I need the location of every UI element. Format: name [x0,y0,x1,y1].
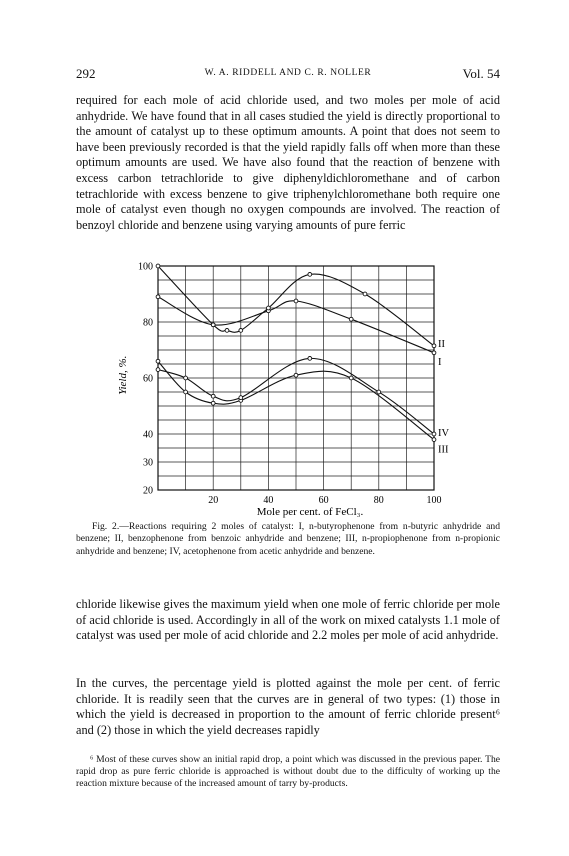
y-tick-label: 60 [143,373,153,385]
x-tick-label: 60 [318,495,329,506]
yield-chart [76,262,500,518]
data-point [267,306,271,310]
y-tick-label: 100 [138,262,153,273]
y-tick-labels [138,262,153,497]
data-point [349,317,353,321]
data-point [377,390,381,394]
data-point [225,329,229,333]
y-tick-label: 80 [143,317,153,329]
figure-2 [76,262,500,518]
body-paragraph-3: In the curves, the percentage yield is plotted against the mole per cent. of ferric chloride. It is readily seen that the curves are in general of two types: (1) those in which the yield is decreased in proportion to the amount of ferric chloride present⁶ and (2) those in which the yield decreases rapidly [76,676,500,737]
data-point [184,390,188,394]
series-labels [438,339,449,456]
data-point [363,292,367,296]
y-tick-label: 20 [143,485,153,497]
x-axis-label: Mole per cent. of FeCl₃. [256,506,364,518]
running-authors: W. A. RIDDELL AND C. R. NOLLER [204,68,372,78]
data-point [294,373,298,377]
page-number: 292 [76,66,96,81]
series-label-i: I [438,356,442,368]
data-point [156,295,160,299]
body-paragraph-2: chloride likewise gives the maximum yield when one mole of ferric chloride per mole of acid chloride is used. Accordingly in all of the work on mixed catalysts 1.1 mole of catalyst was used per mole of acid chloride and 2.2 moles per mole of acid anhydride. [76,597,500,643]
data-point [239,329,243,333]
footnote-6: ⁶ Most of these curves show an initial rapid drop, a point which was discussed in the previous paper. The rapid drop as pure ferric chloride is approached is without doubt due to the difficulty of working up the reaction mixture because of the increased amount of tarry by-products. [76,754,500,790]
series-label-iv: IV [438,428,450,439]
data-point [239,396,243,400]
data-point [211,401,215,405]
x-tick-label: 80 [373,495,384,506]
data-point [308,273,312,277]
x-tick-label: 20 [208,495,219,506]
data-point [294,299,298,303]
data-point [211,394,215,398]
running-header [76,66,500,84]
data-point [156,359,160,363]
data-point [308,357,312,361]
x-tick-label: 40 [263,495,274,506]
data-point [211,323,215,327]
data-point [432,344,436,348]
y-axis-label: Yield, %. [117,355,129,395]
data-point [432,432,436,436]
series-label-ii: II [438,338,445,350]
x-tick-labels [208,495,441,506]
data-point [156,368,160,372]
x-tick-label: 100 [426,495,442,506]
data-point [184,376,188,380]
volume-number: Vol. 54 [462,66,500,81]
data-point [156,264,160,268]
data-point [432,438,436,442]
data-point [432,351,436,355]
series-label-iii: III [438,444,449,456]
data-point [349,376,353,380]
body-paragraph-1: required for each mole of acid chloride used, and two moles per mole of acid anhydride. We have found that in all cases studied the yield is directly proportional to the amount of catalyst up to these optimum amounts. A point that does not seem to have been previously recorded is that the yield rapidly falls off when more than these optimum amounts are used. We have also found that the reaction of benzene with excess carbon tetrachloride to give diphenyldichloromethane and of carbon tetrachloride with excess benzene to give triphenylchloromethane both require one mole of catalyst even though no oxygen compounds are involved. The reaction of benzoyl chloride and benzene using varying amounts of pure ferric [76,93,500,232]
y-tick-label: 30 [143,457,153,469]
figure-caption: Fig. 2.—Reactions requiring 2 moles of catalyst: I, n-butyrophenone from n-butyric anhydride and benzene; II, benzophenone from benzoic anhydride and benzene; III, n-propiophenone from n-propionic anhydride and benzene; IV, acetophenone from acetic anhydride and benzene. [76,521,500,557]
y-tick-label: 40 [143,429,153,441]
